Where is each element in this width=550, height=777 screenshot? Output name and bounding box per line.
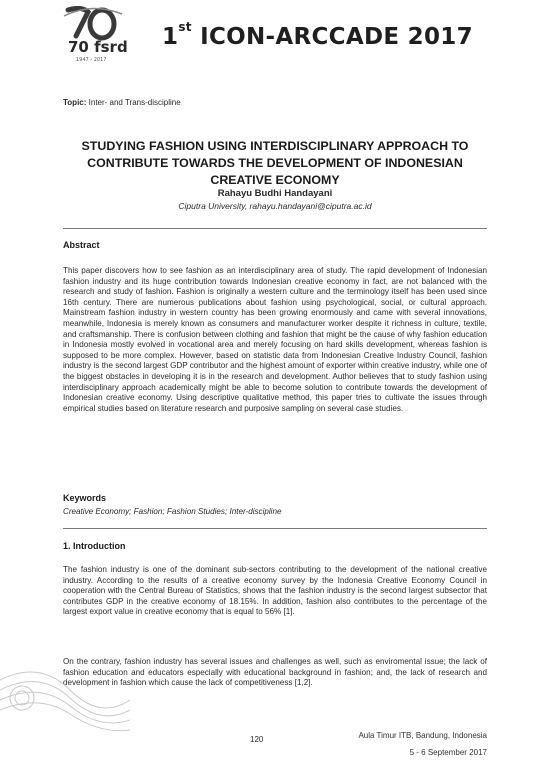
conference-date: 5 - 6 September 2017 bbox=[409, 748, 487, 757]
author-name: Rahayu Budhi Handayani bbox=[217, 188, 333, 199]
introduction-paragraph-2: On the contrary, fashion industry has several issues and challenges as well, such as enviromental issue; the lack of fashion education and educators especially with educational background in fashion; and, the lack of research and development in fashion which cause the lack of competitiveness [1,2]. bbox=[63, 657, 487, 688]
topic-value: Inter- and Trans-discipline bbox=[88, 98, 181, 107]
topic-line bbox=[63, 98, 181, 107]
fsrd-70-logo bbox=[62, 6, 132, 64]
keywords-text: Creative Economy; Fashion; Fashion Studies; Inter-discipline bbox=[63, 507, 282, 516]
keywords-heading: Keywords bbox=[63, 493, 107, 503]
topic-label: Topic: bbox=[63, 98, 87, 107]
logo-years: 1947 - 2017 bbox=[76, 57, 107, 63]
venue-text: Aula Timur ITB, Bandung, Indonesia bbox=[358, 731, 487, 740]
divider bbox=[63, 228, 487, 229]
abstract-text: This paper discovers how to see fashion as an interdisciplinary area of study. The rapid development of Indonesian fashion industry and its huge contribution towards Indonesian creative economy in fact, are not balanced with the research and study of fashion. Fashion is originally a western culture and the terminology itself has been used since 16th century. There are numerous publications about fashion using psychological, social, or cultural approach. Mainstream fashion industry in western country has been growing enormously and came with several innovations, meanwhile, Indonesia is merely known as consumers and manufacturer worker despite it richness in culture, textile, and craftsmanship. There is confusion between clothing and fashion that might be the cause of why fashion education in Indonesia mostly evolved in vocational area and merely focusing on hard skills development, whereas fashion is supposed to be more complex. However, based on statistic data from Indonesian Creative Industry Council, fashion industry is the second largest GDP contributor and the highest amount of exporter within creative industry, while one of the biggest obstacles in developing it is in the research and development. Author believes that to study fashion using interdisciplinary approach academically might be able to become solution to contribute towards the development of Indonesian creative economy. Using descriptive qualitative method, this paper tries to cultivate the issues through empirical studies based on literature research and purposive sampling on several case studies. bbox=[63, 266, 487, 413]
author-affiliation: Ciputra University, rahayu.handayani@ciputra.ac.id bbox=[178, 201, 372, 211]
decorative-swirl bbox=[0, 640, 130, 760]
divider bbox=[63, 528, 487, 529]
introduction-paragraph-1: The fashion industry is one of the dominant sub-sectors contributing to the development of the national creative industry. According to the results of a creative economy survey by the Indonesia Creative Economy Council in cooperation with the Central Bureau of Statistics, shows that the fashion industry is the second largest subsector that contributes GDP in the creative economy of 18.15%. In addition, fashion also contributes to the percentage of the largest export value in creative economy that is equal to 56% [1]. bbox=[63, 565, 487, 617]
logo-wordmark: 70 fsrd bbox=[68, 38, 128, 56]
page-number: 120 bbox=[250, 735, 264, 744]
conference-title: 1st ICON-ARCCADE 2017 bbox=[162, 20, 473, 50]
introduction-heading: 1. Introduction bbox=[63, 541, 126, 551]
abstract-heading: Abstract bbox=[63, 240, 100, 250]
paper-title: STUDYING FASHION USING INTERDISCIPLINARY APPROACH TO CONTRIBUTE TOWARDS THE DEVELOPMENT OF INDONESIAN CREATIVE ECONOMY bbox=[81, 139, 469, 187]
